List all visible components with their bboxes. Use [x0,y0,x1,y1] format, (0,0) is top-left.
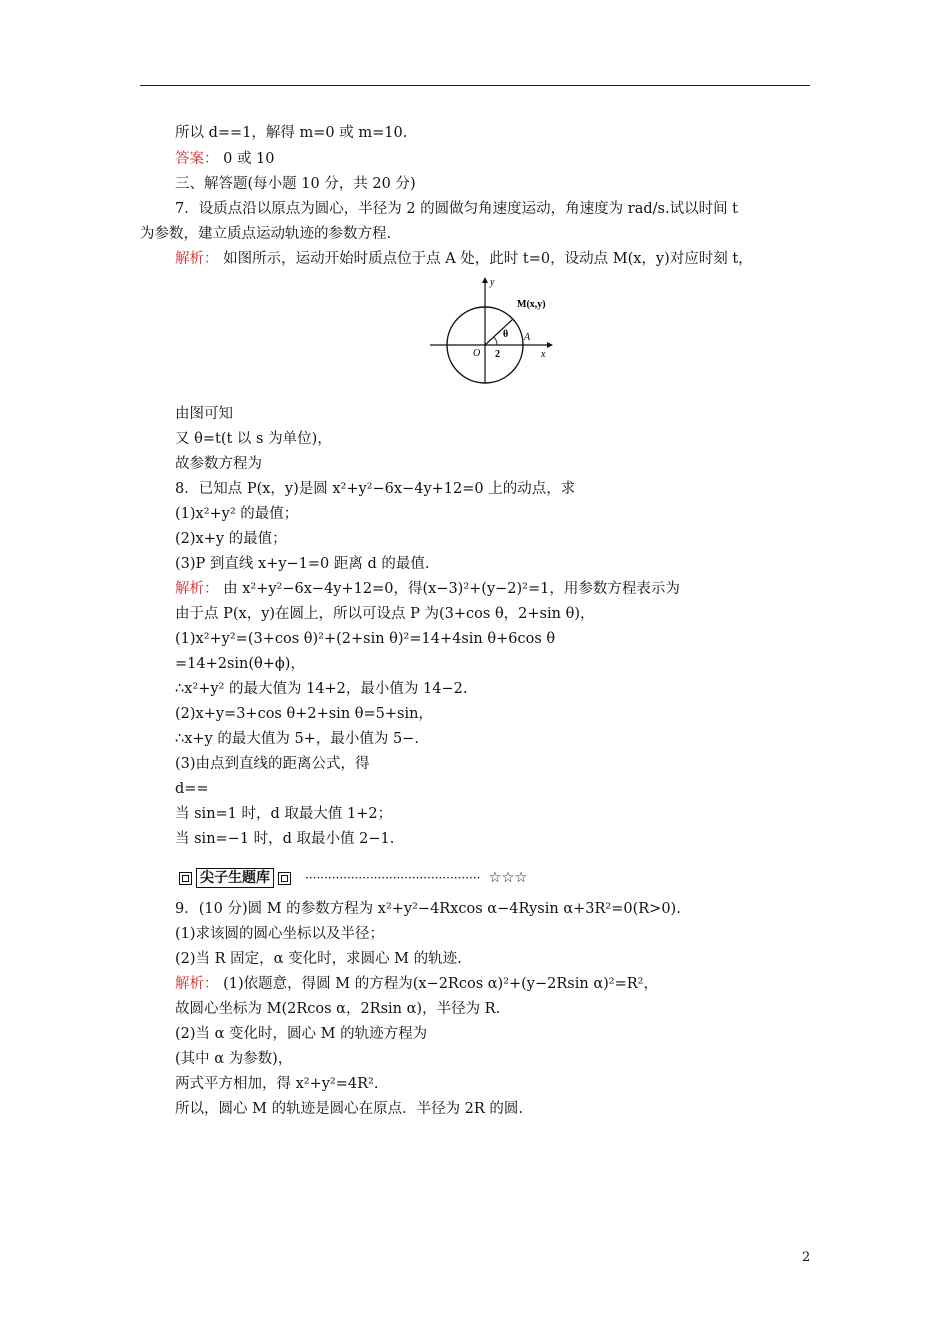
line-text: 所以，圆心 M 的轨迹是圆心在原点．半径为 2R 的圆. [175,1101,524,1117]
line-text: (2)x+y 的最值； [175,531,287,547]
text-line [175,605,594,623]
text-line [175,530,287,548]
line-text: 7．设质点沿以原点为圆心，半径为 2 的圆做匀角速度运动，角速度为 rad/s.试以时间 t [175,201,739,217]
line-text: ∴x²+y² 的最大值为 14+2，最小值为 14−2. [175,681,468,697]
radius-label: 2 [495,349,500,360]
y-axis-arrow-icon [482,277,488,283]
page-number: 2 [802,1250,811,1265]
text-line [175,1000,500,1018]
line-text: 故参数方程为 [175,456,262,472]
text-line [140,225,391,243]
text-line [175,1075,378,1093]
square-icon [179,872,192,885]
line-text: 所以 d==1，解得 m=0 或 m=10. [175,125,408,141]
answer-label: 答案： [175,151,219,167]
answer-label: 解析： [175,251,219,267]
text-line [175,1050,292,1068]
y-axis-label: y [490,277,495,288]
text-line [175,1100,523,1118]
line-text: 故圆心坐标为 M(2Rcos α，2Rsin α)，半径为 R. [175,1001,501,1017]
line-text: 由 x²+y²−6x−4y+12=0，得(x−3)²+(y−2)²=1，用参数方程表示为 [218,581,680,597]
line-text: (3)由点到直线的距离公式，得 [175,756,370,772]
text-line [175,705,433,723]
line-text: ∴x+y 的最大值为 5+，最小值为 5−. [175,731,419,747]
line-text: 由于点 P(x，y)在圆上，所以可设点 P 为(3+cos θ，2+sin θ)， [175,606,595,622]
text-line [175,175,416,193]
point-a-label: A [524,332,531,343]
line-text: (2)x+y=3+cos θ+2+sin θ=5+sin， [175,706,433,722]
circle-figure [425,275,565,385]
line-text: (3)P 到直线 x+y−1=0 距离 d 的最值. [175,556,430,572]
text-line [175,780,209,798]
line-text: 0 或 10 [218,151,275,167]
text-line [175,805,392,823]
angle-label: θ [503,329,509,340]
line-text: 8．已知点 P(x，y)是圆 x²+y²−6x−4y+12=0 上的动点，求 [175,481,576,497]
line-text: (1)x²+y²=(3+cos θ)²+(2+sin θ)²=14+4sin θ+6cos θ [175,631,556,647]
line-text: 为参数，建立质点运动轨迹的参数方程. [140,226,392,242]
radius-line [485,319,513,345]
answer-label: 解析： [175,976,219,992]
dotted-leader: ·············································· [305,871,481,885]
point-m-label: M(x,y) [517,299,546,310]
text-line [175,430,332,448]
text-line [175,455,262,473]
text-line [175,580,680,598]
angle-arc [494,337,497,345]
line-text: (2)当 α 变化时，圆心 M 的轨迹方程为 [175,1026,428,1042]
line-text: 由图可知 [175,406,233,422]
line-text: (1)求该圆的圆心坐标以及半径； [175,926,385,942]
header-rule [140,85,810,86]
text-line [175,405,233,423]
text-line [175,830,394,848]
line-text: =14+2sin(θ+ϕ)， [175,656,305,672]
text-line [175,755,370,773]
line-text: (1)x²+y² 的最值； [175,506,299,522]
text-line [175,655,305,673]
text-line [175,480,575,498]
origin-label: O [473,348,481,359]
line-text: d== [175,781,209,797]
text-line [175,975,658,993]
text-line [175,555,430,573]
x-axis-arrow-icon [547,342,553,348]
line-text: (2)当 R 固定，α 变化时，求圆心 M 的轨迹. [175,951,462,967]
line-text: 又 θ=t(t 以 s 为单位)， [175,431,332,447]
text-line [175,900,681,918]
text-line [175,505,298,523]
text-line [175,150,275,168]
line-text: 两式平方相加，得 x²+y²=4R². [175,1076,379,1092]
section-banner [177,868,527,888]
text-line [175,630,555,648]
text-line [175,950,462,968]
line-text: 三、解答题(每小题 10 分，共 20 分) [175,176,416,192]
section-title: 尖子生题库 [196,868,274,888]
line-text: 当 sin=1 时，d 取最大值 1+2； [175,806,393,822]
square-icon [278,872,291,885]
text-line [175,730,419,748]
line-text: 当 sin=−1 时，d 取最小值 2−1. [175,831,395,847]
text-line [175,1025,427,1043]
answer-label: 解析： [175,581,219,597]
line-text: 如图所示，运动开始时质点位于点 A 处，此时 t=0，设动点 M(x，y)对应时刻 t， [218,251,753,267]
star-rating: ☆☆☆ [488,870,528,886]
x-axis-label: x [541,349,546,360]
line-text: 9．(10 分)圆 M 的参数方程为 x²+y²−4Rxcos α−4Rysin α+3R²=0(R>0). [175,901,681,917]
line-text: (1)依题意，得圆 M 的方程为(x−2Rcos α)²+(y−2Rsin α)²=R²， [218,976,658,992]
text-line [175,250,753,268]
text-line [175,680,467,698]
line-text: (其中 α 为参数)， [175,1051,293,1067]
text-line [175,124,407,142]
text-line [175,925,384,943]
text-line [175,200,738,218]
